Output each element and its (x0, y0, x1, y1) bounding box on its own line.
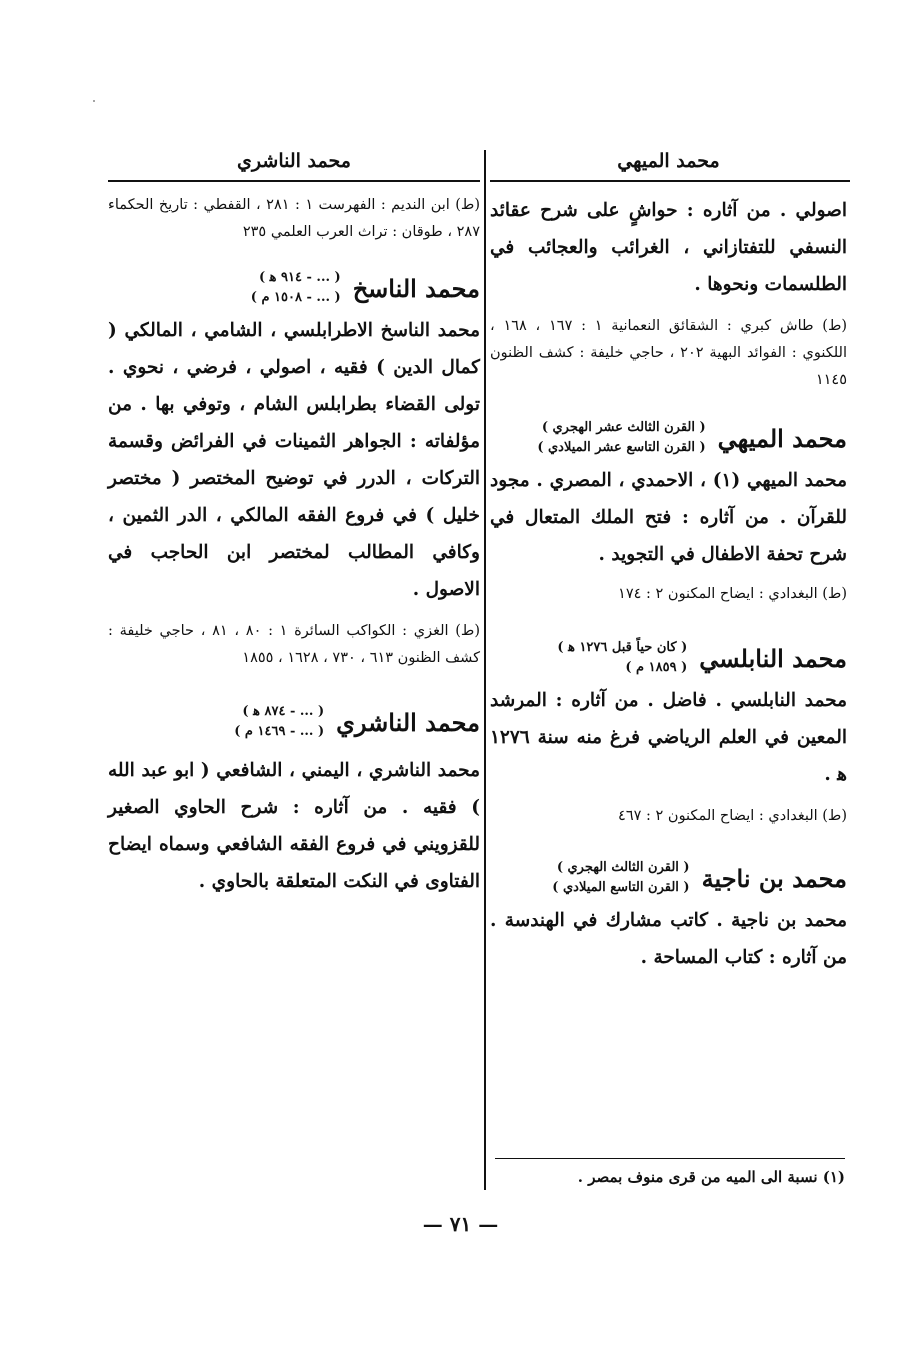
entry-name: محمد بن ناجية (701, 863, 847, 893)
entry-name: محمد النابلسي (699, 643, 847, 673)
entry-dates: ( كان حياً قبل ١٢٧٦ ﻫ ) ( ١٨٥٩ م ) (557, 640, 688, 675)
left-reference-0: (ط) ابن النديم : الفهرست ١ : ٢٨١ ، القفطي : تاريخ الحكماء ٢٨٧ ، طوقان : تراث العرب العلمي ٢٣٥ (108, 197, 480, 240)
right-paragraph-2: محمد الميهي (١) ، الاحمدي ، المصري . مجود للقرآن . من آثاره : فتح الملك المتعال في شرح تحفة الاطفال في التجويد . (490, 470, 847, 565)
right-running-title: محمد الميهي (617, 150, 720, 172)
entry-dates: ( القرن الثالث عشر الهجري ) ( القرن التاسع عشر الميلادي ) (537, 420, 706, 455)
right-reference-1: (ط) طاش كبري : الشقائق النعمانية ١ : ١٦٧ ، ١٦٨ ، اللكنوي : الفوائد البهية ٢٠٢ ، حاجي خليفة : كشف الظنون ١١٤٥ (490, 318, 848, 388)
right-paragraph-3: محمد النابلسي . فاضل . من آثاره : المرشد المعين في العلم الرياضي فرغ منه سنة ١٢٧٦ ﻫ . (490, 690, 847, 785)
left-reference-1: (ط) الغزي : الكواكب السائرة ١ : ٨٠ ، ٨١ ، حاجي خليفة : كشف الظنون ٦١٣ ، ٧٣٠ ، ١٦٢٨ ، ١٨٥٥ (108, 623, 480, 666)
left-column (108, 150, 480, 900)
entry-name: محمد الميهي (717, 423, 847, 453)
entry-heading (490, 418, 847, 458)
left-running-title: محمد الناشري (237, 150, 351, 172)
footnote: (١) نسبة الى الميه من قرى منوف بمصر . (577, 1168, 845, 1186)
scan-speck (93, 100, 95, 102)
right-reference-3: (ط) البغدادي : ايضاح المكنون ٢ : ٤٦٧ (618, 808, 847, 824)
entry-heading (490, 858, 847, 898)
right-reference-2: (ط) البغدادي : ايضاح المكنون ٢ : ١٧٤ (618, 586, 847, 602)
entry-dates: ( ... - ٩١٤ ﻫ ) ( ... - ١٥٠٨ م ) (250, 270, 341, 305)
entry-heading (108, 702, 480, 742)
left-paragraph-2: محمد الناشري ، اليمني ، الشافعي ( ابو عبد الله ) فقيه . من آثاره : شرح الحاوي الصغير للقزويني في فروع الفقه الشافعي وسماه ايضاح الفتاوى في النكت المتعلقة بالحاوي . (108, 760, 480, 892)
entry-name: محمد الناسخ (352, 273, 480, 303)
entry-dates: ( ... - ٨٧٤ ﻫ ) ( ... - ١٤٦٩ م ) (234, 704, 325, 739)
right-column (490, 150, 847, 976)
page-number: — ٧١ — (422, 1212, 499, 1236)
entry-dates: ( القرن الثالث الهجري ) ( القرن التاسع الميلادي ) (552, 860, 690, 895)
column-divider (484, 150, 486, 1190)
right-paragraph-1: اصولي . من آثاره : حواشٍ على شرح عقائد النسفي للتفتازاني ، الغرائب والعجائب في الطلسمات ونحوها . (490, 200, 847, 295)
entry-heading (108, 268, 480, 308)
footnote-rule (495, 1158, 845, 1159)
entry-name: محمد الناشري (336, 707, 480, 737)
left-paragraph-1: محمد الناسخ الاطرابلسي ، الشامي ، المالكي ( كمال الدين ) فقيه ، اصولي ، فرضي ، نحوي . تولى القضاء بطرابلس الشام ، وتوفي بها . من مؤلفاته : الجواهر الثمينات في الفرائض وقسمة التركات ، الدرر في توضيح المختصر ( مختصر خليل ) في فروع الفقه المالكي ، الدر الثمين ، وكافي المطالب لمختصر ابن الحاجب في الاصول . (108, 320, 481, 600)
entry-heading (490, 638, 847, 678)
right-paragraph-4: محمد بن ناجية . كاتب مشارك في الهندسة . من آثاره : كتاب المساحة . (490, 910, 847, 968)
